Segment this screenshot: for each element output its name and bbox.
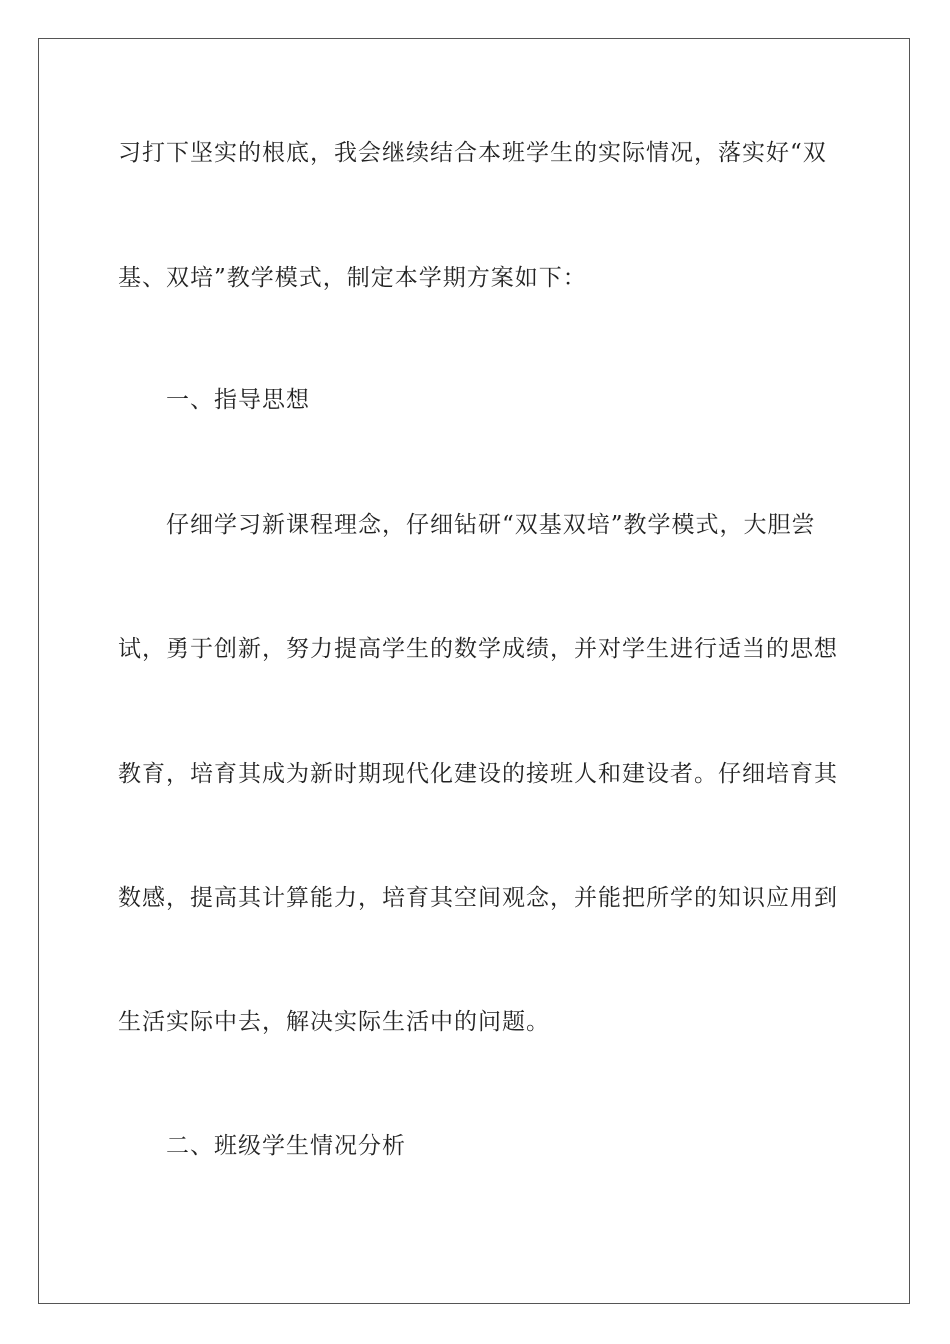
text-line: 试，勇于创新，努力提高学生的数学成绩，并对学生进行适当的思想 (118, 636, 838, 662)
text-line: 教育，培育其成为新时期现代化建设的接班人和建设者。仔细培育其 (118, 761, 838, 787)
section-heading: 二、班级学生情况分析 (166, 1133, 406, 1159)
text-line: 仔细学习新课程理念，仔细钻研“双基双培”教学模式，大胆尝 (166, 512, 816, 538)
text-line: 习打下坚实的根底，我会继续结合本班学生的实际情况，落实好“双 (118, 140, 827, 166)
text-line: 数感，提高其计算能力，培育其空间观念，并能把所学的知识应用到 (118, 885, 838, 911)
page-border (38, 38, 910, 1304)
text-line: 基、双培”教学模式，制定本学期方案如下： (118, 265, 587, 291)
text-line: 生活实际中去，解决实际生活中的问题。 (118, 1009, 550, 1035)
section-heading: 一、指导思想 (166, 387, 310, 413)
